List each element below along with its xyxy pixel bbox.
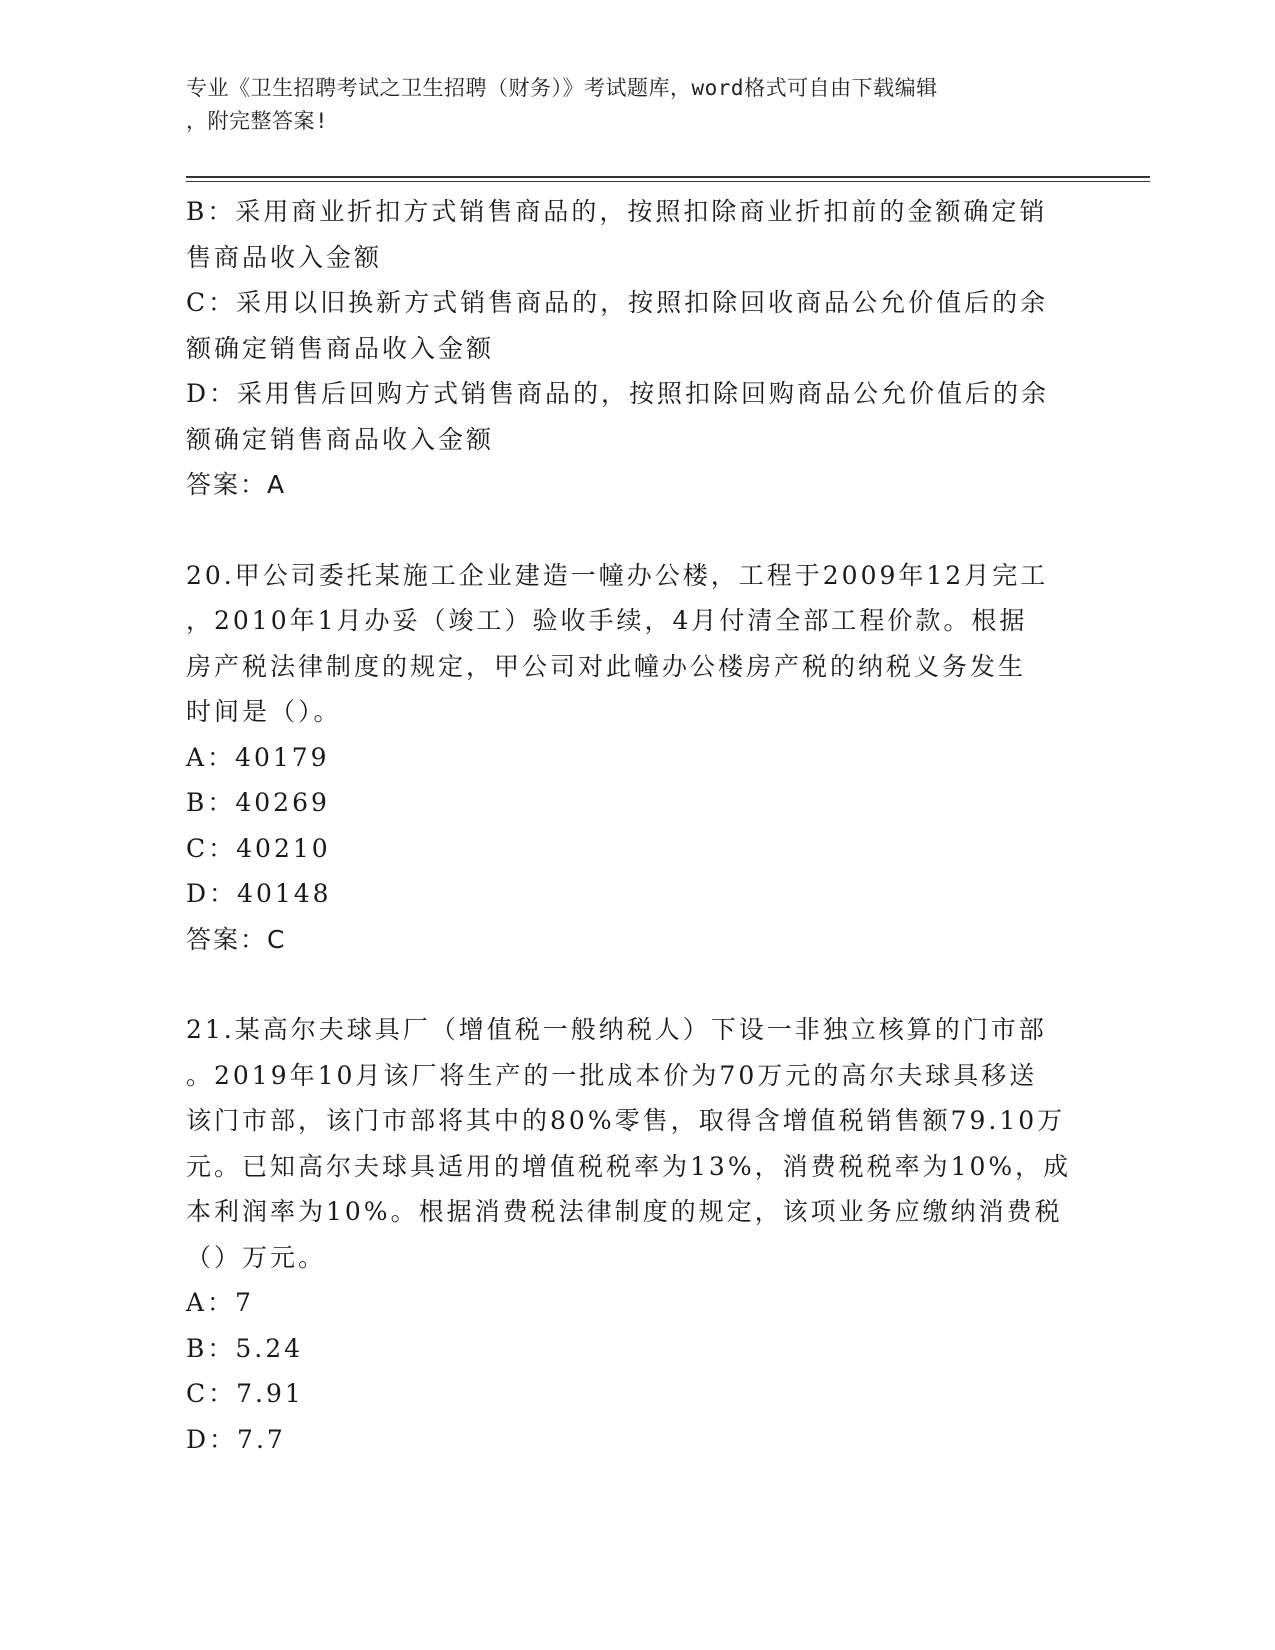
header-line-2: ，附完整答案! — [186, 109, 329, 133]
question-20-option-c: C：40210 — [186, 833, 331, 863]
question-21-stem-line-5: 本利润率为10%。根据消费税法律制度的规定，该项业务应缴纳消费税 — [186, 1197, 1063, 1226]
option-c-line-1: C：采用以旧换新方式销售商品的，按照扣除回收商品公允价值后的余 — [186, 288, 1049, 317]
option-c-line-2: 额确定销售商品收入金额 — [186, 333, 495, 363]
question-21-option-c: C：7.91 — [186, 1379, 304, 1408]
question-20-stem-line-4: 时间是（）。 — [186, 697, 342, 726]
question-20-option-a: A：40179 — [186, 742, 330, 772]
question-21-stem-line-4: 元。已知高尔夫球具适用的增值税税率为13%，消费税税率为10%，成 — [186, 1151, 1072, 1181]
question-21-stem-line-3: 该门市部，该门市部将其中的80%零售，取得含增值税销售额79.10万 — [186, 1106, 1066, 1135]
answer-20: 答案：C — [186, 924, 287, 954]
document-header — [186, 72, 1066, 138]
question-21-stem-line-6: （）万元。 — [186, 1242, 327, 1272]
question-21 — [186, 1007, 1086, 1462]
header-divider-thick — [186, 176, 1150, 178]
question-20-option-d: D：40148 — [186, 879, 332, 908]
answer-19: 答案：A — [186, 470, 287, 499]
question-20-stem-line-1: 20.甲公司委托某施工企业建造一幢办公楼，工程于2009年12月完工 — [186, 560, 1049, 590]
question-20 — [186, 553, 1086, 963]
option-d-line-1: D：采用售后回购方式销售商品的，按照扣除回购商品公允价值后的余 — [186, 379, 1050, 408]
question-21-option-d: D：7.7 — [186, 1424, 286, 1454]
question-21-option-b: B：5.24 — [186, 1333, 304, 1363]
header-line-1: 专业《卫生招聘考试之卫生招聘（财务）》考试题库，word格式可自由下载编辑 — [186, 76, 938, 100]
question-20-option-b: B：40269 — [186, 788, 330, 817]
header-divider-thin — [186, 181, 1150, 182]
document-body — [186, 189, 1086, 1462]
spacer — [186, 962, 1086, 1007]
question-21-stem-line-2: 。2019年10月该厂将生产的一批成本价为70万元的高尔夫球具移送 — [186, 1060, 1038, 1090]
question-21-stem-line-1: 21.某高尔夫球具厂（增值税一般纳税人）下设一非独立核算的门市部 — [186, 1015, 1047, 1044]
question-20-stem-line-3: 房产税法律制度的规定，甲公司对此幢办公楼房产税的纳税义务发生 — [186, 651, 1027, 681]
option-b-line-2: 售商品收入金额 — [186, 242, 383, 272]
option-d-line-2: 额确定销售商品收入金额 — [186, 424, 495, 454]
option-b-line-1: B：采用商业折扣方式销售商品的，按照扣除商业折扣前的金额确定销 — [186, 197, 1048, 226]
question-21-option-a: A：7 — [186, 1288, 254, 1317]
spacer — [186, 508, 1086, 553]
question-19-options — [186, 189, 1086, 508]
question-20-stem-line-2: ，2010年1月办妥（竣工）验收手续，4月付清全部工程价款。根据 — [186, 606, 1028, 635]
